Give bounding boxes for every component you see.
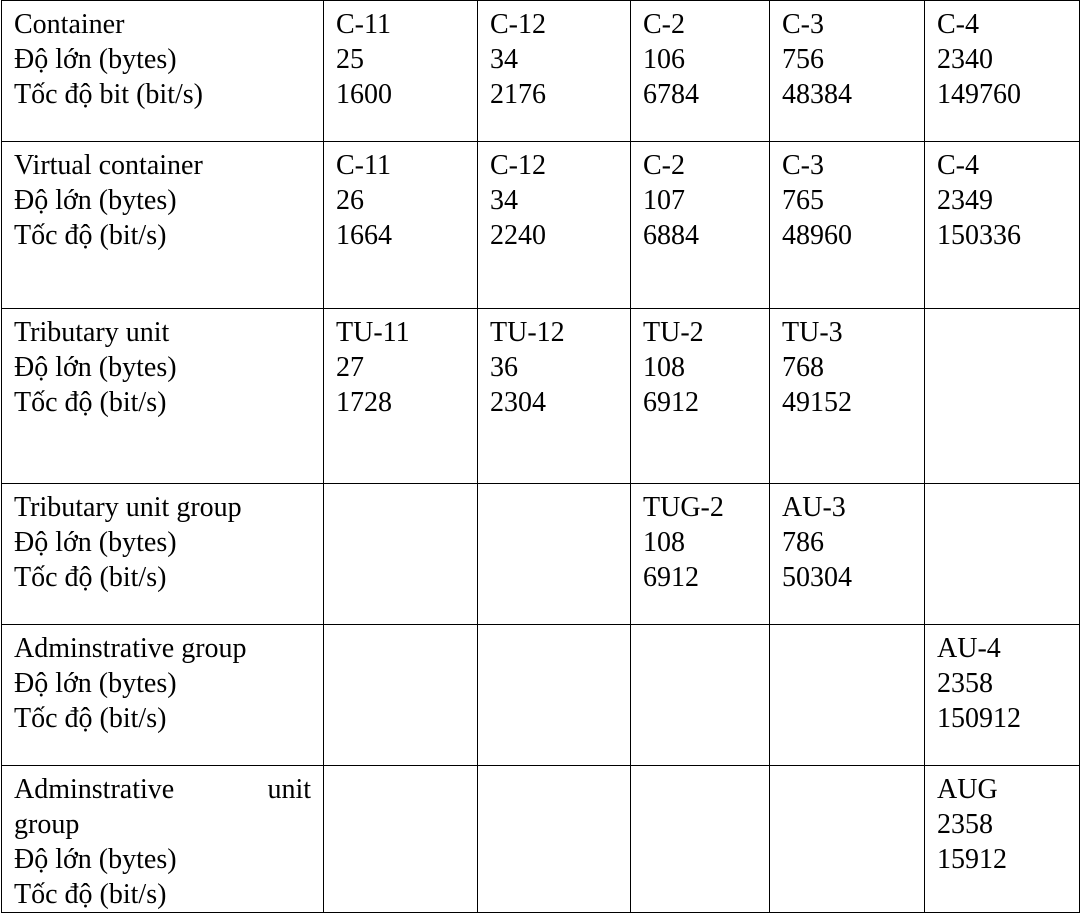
table-row-administrative-unit-group [2, 766, 1080, 913]
table-cell [324, 142, 478, 309]
table-row-tributary-unit [2, 309, 1080, 484]
cell-rate: 49152 [782, 387, 852, 418]
table-cell-empty [478, 766, 631, 913]
size-label: Độ lớn (bytes) [14, 185, 177, 216]
cell-size: 34 [490, 185, 518, 216]
cell-size: 2349 [937, 185, 993, 216]
table-cell [324, 309, 478, 484]
cell-size: 26 [336, 185, 364, 216]
table-cell [770, 142, 925, 309]
cell-name: C-4 [937, 150, 979, 181]
row-title: Tributary unit group [14, 492, 242, 523]
cell-size: 2358 [937, 809, 993, 840]
table-cell [631, 1, 770, 142]
cell-rate: 1664 [336, 220, 392, 251]
size-label: Độ lớn (bytes) [14, 527, 177, 558]
cell-rate: 15912 [937, 844, 1007, 875]
table-cell-empty [631, 766, 770, 913]
cell-rate: 150336 [937, 220, 1021, 251]
cell-name: TU-2 [643, 317, 704, 348]
row-title: Container [14, 9, 125, 40]
table-row-virtual-container [2, 142, 1080, 309]
cell-rate: 150912 [937, 703, 1021, 734]
row-label-cell [2, 766, 324, 913]
table-cell [631, 142, 770, 309]
table-cell-empty [324, 484, 478, 625]
cell-name: C-3 [782, 9, 824, 40]
row-label-cell [2, 1, 324, 142]
table-cell [925, 625, 1080, 766]
cell-size: 756 [782, 44, 824, 75]
row-title: Tributary unit [14, 317, 170, 348]
row-title-continuation: group [14, 809, 80, 840]
cell-size: 765 [782, 185, 824, 216]
rate-label: Tốc độ (bit/s) [14, 879, 167, 910]
cell-size: 2358 [937, 668, 993, 699]
size-label: Độ lớn (bytes) [14, 668, 177, 699]
row-title: Virtual container [14, 150, 203, 181]
rate-label: Tốc độ (bit/s) [14, 220, 167, 251]
row-label-cell [2, 484, 324, 625]
cell-size: 768 [782, 352, 824, 383]
table-cell [925, 1, 1080, 142]
table-cell [925, 142, 1080, 309]
table-cell-empty [770, 625, 925, 766]
cell-size: 107 [643, 185, 685, 216]
cell-rate: 48960 [782, 220, 852, 251]
table-row-tributary-unit-group [2, 484, 1080, 625]
row-label-cell [2, 625, 324, 766]
table-cell [770, 484, 925, 625]
table-cell [478, 142, 631, 309]
rate-label: Tốc độ (bit/s) [14, 387, 167, 418]
cell-name: C-12 [490, 9, 546, 40]
cell-size: 34 [490, 44, 518, 75]
row-title-word: Adminstrative [14, 774, 175, 805]
table-cell-empty [324, 766, 478, 913]
cell-size: 27 [336, 352, 364, 383]
table-cell-empty [770, 766, 925, 913]
cell-name: AU-4 [937, 633, 1001, 664]
cell-size: 786 [782, 527, 824, 558]
cell-rate: 149760 [937, 79, 1021, 110]
cell-name: C-3 [782, 150, 824, 181]
cell-size: 108 [643, 527, 685, 558]
cell-rate: 50304 [782, 562, 852, 593]
cell-size: 2340 [937, 44, 993, 75]
cell-rate: 2304 [490, 387, 546, 418]
cell-name: C-11 [336, 150, 391, 181]
cell-rate: 6912 [643, 387, 699, 418]
cell-name: AU-3 [782, 492, 846, 523]
size-label: Độ lớn (bytes) [14, 44, 177, 75]
cell-name: C-2 [643, 150, 685, 181]
table-cell-empty [925, 484, 1080, 625]
table-cell [324, 1, 478, 142]
table-cell [631, 484, 770, 625]
cell-name: C-12 [490, 150, 546, 181]
table-cell-empty [925, 309, 1080, 484]
table-cell-empty [324, 625, 478, 766]
cell-rate: 2240 [490, 220, 546, 251]
row-label-cell [2, 142, 324, 309]
cell-name: TU-11 [336, 317, 410, 348]
cell-rate: 6912 [643, 562, 699, 593]
table-cell [478, 1, 631, 142]
row-title-first-line [14, 772, 323, 807]
cell-name: TU-3 [782, 317, 843, 348]
cell-rate: 1728 [336, 387, 392, 418]
rate-label: Tốc độ (bit/s) [14, 562, 167, 593]
table-cell-empty [478, 625, 631, 766]
row-title-word: unit [267, 774, 311, 805]
table-cell [631, 309, 770, 484]
table-cell [770, 309, 925, 484]
table-cell [925, 766, 1080, 913]
cell-rate: 48384 [782, 79, 852, 110]
cell-name: TUG-2 [643, 492, 724, 523]
rate-label: Tốc độ (bit/s) [14, 703, 167, 734]
cell-name: C-4 [937, 9, 979, 40]
table-cell [478, 309, 631, 484]
cell-rate: 6884 [643, 220, 699, 251]
sdh-structure-table [1, 0, 1080, 913]
cell-rate: 6784 [643, 79, 699, 110]
cell-size: 106 [643, 44, 685, 75]
cell-name: AUG [937, 774, 998, 805]
row-label-cell [2, 309, 324, 484]
cell-name: C-2 [643, 9, 685, 40]
table-cell [770, 1, 925, 142]
cell-size: 36 [490, 352, 518, 383]
cell-size: 25 [336, 44, 364, 75]
size-label: Độ lớn (bytes) [14, 844, 177, 875]
cell-rate: 2176 [490, 79, 546, 110]
size-label: Độ lớn (bytes) [14, 352, 177, 383]
table-row-container [2, 1, 1080, 142]
cell-name: C-11 [336, 9, 391, 40]
cell-rate: 1600 [336, 79, 392, 110]
table-row-administrative-group [2, 625, 1080, 766]
row-title: Adminstrative group [14, 633, 247, 664]
table-cell-empty [631, 625, 770, 766]
table-cell-empty [478, 484, 631, 625]
cell-size: 108 [643, 352, 685, 383]
cell-name: TU-12 [490, 317, 565, 348]
rate-label: Tốc độ bit (bit/s) [14, 79, 203, 110]
